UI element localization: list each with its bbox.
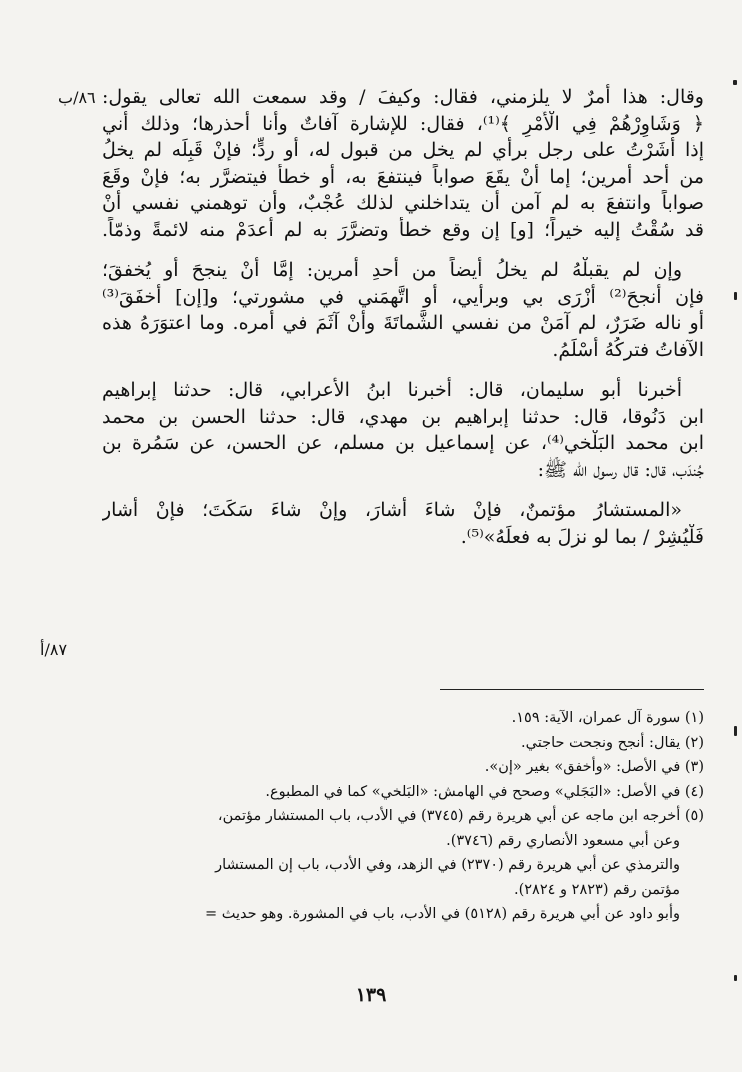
scan-speck [734, 292, 737, 300]
text-line: قد سُقْتُ إليه خيراً؛ [و] إن وقع خطأً وتضرَّرَ به لم أعدَمْ منه لائمةً وذمّاً. [102, 218, 704, 241]
text-line: صواباً وانتفعَ به لم آمن أن يتداخلني لذلك عُجْبٌ، وأن توهمني نفسي أنْ [102, 192, 704, 214]
text-line: فَلْيُشِرْ / بما لو نزلَ به فعلَهُ»⁽⁵⁾. [460, 525, 704, 548]
footnote-2: (٢) يقال: أنجح ونجحت حاجتي. [521, 734, 704, 751]
paragraph-3-isnad [50, 377, 704, 483]
paragraph-2 [50, 257, 704, 363]
scan-speck [734, 726, 737, 736]
footnote-separator [440, 689, 704, 690]
scan-speck [734, 975, 737, 981]
text-line: من أحد أمرين؛ إما أنْ يقَعَ صواباً فينتفعَ به، أو خطأً فيتضرَّر به؛ فإنْ وقَعَ [102, 165, 704, 188]
paragraph-1 [50, 84, 704, 243]
text-line: «المستشارُ مؤتمنٌ، فإنْ شاءَ أشارَ، وإنْ شاءَ سَكَتَ؛ فإنْ أشار [102, 499, 682, 521]
scan-speck [733, 80, 737, 85]
text-line: ابن محمد البَلْخي⁽⁴⁾، عن إسماعيل بن مسلم، عن الحسن، عن سَمُرة بن [102, 432, 704, 454]
footnote-5: (٥) أخرجه ابن ماجه عن أبي هريرة رقم (٣٧٤٥) في الأدب، باب المستشار مؤتمن، [217, 808, 704, 824]
footnotes [40, 706, 704, 927]
text-line: وقال: هذا أمرٌ لا يلزمني، فقال: وكيفَ / وقد سمعت الله تعالى يقول: [102, 86, 704, 108]
footnote-5-cont: مؤتمن رقم (٢٨٢٣ و ٢٨٢٤). [513, 881, 680, 898]
footnote-1: (١) سورة آل عمران، الآية: ١٥٩. [511, 710, 704, 726]
paragraph-4-hadith [50, 497, 704, 550]
text-line: وإن لم يقبلْهُ لم يخلُ أيضاً من أحدِ أمرين: إمَّا أنْ ينجحَ أو يُخفقَ؛ [102, 259, 682, 281]
text-line: فإن أنجحَ⁽²⁾ أزْرَى بي وبرأيي، أو اتَّهمَني في مشورتي؛ و[إن] أخفَقَ⁽³⁾ [102, 285, 704, 308]
page-number: ١٣٩ [355, 984, 387, 1006]
text-line: ابن دَنُوقا، قال: حدثنا إبراهيم بن مهدي، قال: حدثنا الحسن بن محمد [102, 405, 704, 428]
footnote-5-cont: والترمذي عن أبي هريرة رقم (٢٣٧٠) في الزهد، وفي الأدب، باب إن المستشار [215, 857, 680, 873]
folio-note-87a: ٨٧/أ [40, 640, 68, 659]
footnote-5-cont: وأبو داود عن أبي هريرة رقم (٥١٢٨) في الأدب، باب في المشورة. وهو حديث = [204, 906, 680, 922]
text-line: ﴿ وَشَاوِرْهُمْ فِي الْأَمْرِ ﴾⁽¹⁾، فقال: للإشارة آفاتٌ وأنا أحذرها؛ وذلك أني [102, 112, 704, 135]
text-line: إذا أشَرْتُ على رجل برأي لم يخل من قبول له، أو ردٍّ؛ فإنْ قَبِلَه لم يخلُ [102, 139, 704, 161]
footnote-5-cont: وعن أبي مسعود الأنصاري رقم (٣٧٤٦). [446, 832, 680, 849]
text-line: جُندَب، قال: قال رسول الله ﷺ: [537, 458, 704, 481]
main-text [50, 84, 704, 550]
footnote-3: (٣) في الأصل: «وأخفق» بغير «إن». [484, 759, 704, 775]
folio-note-86b: ٨٦/ب [58, 88, 96, 107]
text-line: أخبرنا أبو سليمان، قال: أخبرنا ابنُ الأعرابي، قال: حدثنا إبراهيم [102, 379, 682, 401]
footnote-4: (٤) في الأصل: «البَجَلي» وصحح في الهامش: «البَلخي» كما في المطبوع. [265, 783, 704, 800]
text-line: الآفاتُ فتركُهُ أسْلَمُ. [552, 338, 704, 361]
text-line: أو ناله ضَرَرٌ، لم آمَنْ من نفسي الشَّماتَةَ وأنْ آثَمَ في أمره. وما اعتوَرَهُ هذه [102, 312, 704, 334]
